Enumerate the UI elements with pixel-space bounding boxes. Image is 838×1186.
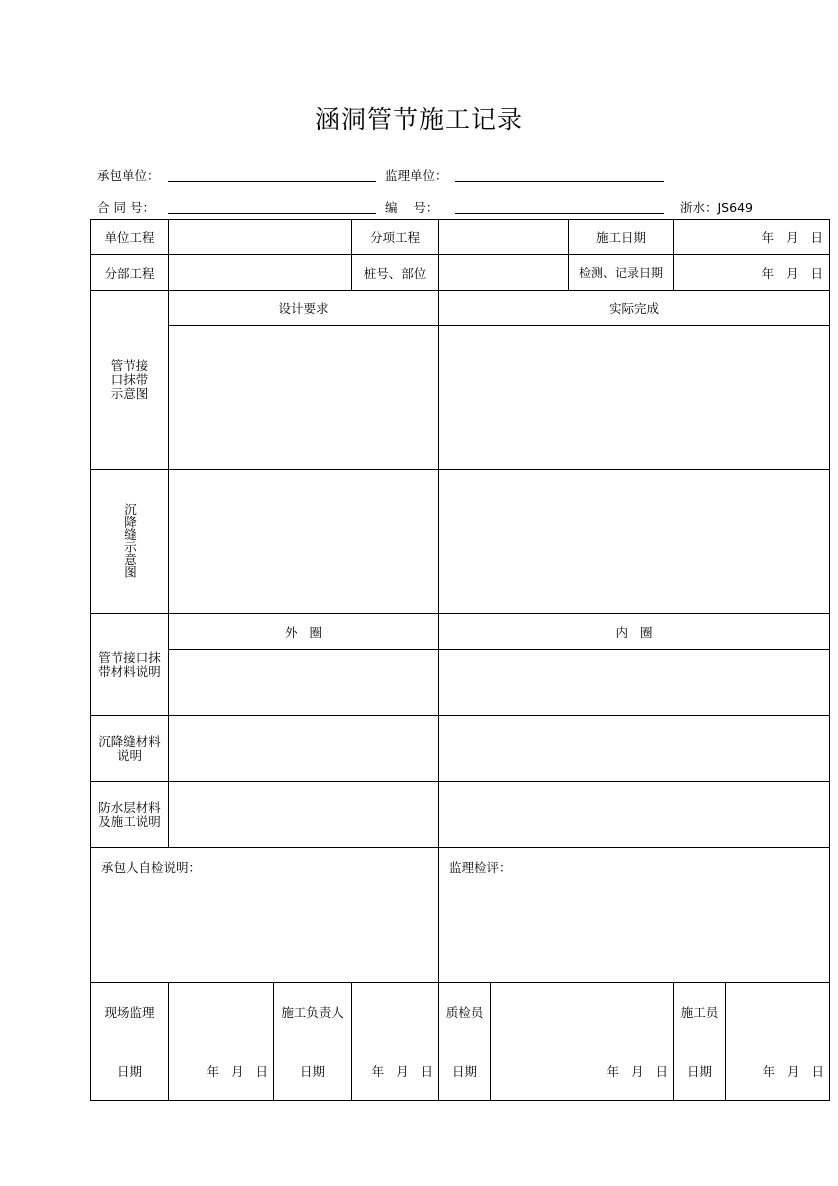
contractor-field[interactable] [168,181,376,182]
site-supervisor-cell [91,983,169,1101]
serial-no-field[interactable] [455,213,664,214]
joint-diagram-actual-area[interactable] [439,326,830,470]
actual-completion-header: 实际完成 [439,291,830,326]
division-project-value[interactable] [169,255,352,291]
inspection-date-label: 检测、记录日期 [569,255,674,291]
construction-leader-cell [274,983,352,1101]
joint-material-outer[interactable] [169,650,439,716]
waterproof-inner[interactable] [439,782,830,848]
joint-material-line-2: 带材料说明 [98,663,161,679]
constructor-sign[interactable] [726,983,830,1101]
waterproof-label [91,782,169,848]
contractor-self-check[interactable]: 承包人自检说明： [91,848,439,983]
settlement-material-line-2: 说明 [116,747,142,763]
quality-inspector-label: 质检员 [445,1005,484,1020]
site-supervisor-date-label: 日期 [116,1064,142,1079]
construction-leader-date: 年 月 日 [371,1064,433,1079]
unit-project-value[interactable] [169,220,352,255]
waterproof-line-2: 及施工说明 [98,813,161,829]
joint-diagram-line-2: 口抹带 [110,372,149,387]
quality-inspector-cell [439,983,491,1101]
joint-diagram-label [91,291,169,470]
settlement-diagram-label: 沉降缝示意图 [91,470,169,614]
contract-no-label: 合 同 号： [97,200,155,215]
constructor-label: 施工员 [680,1005,719,1020]
waterproof-outer[interactable] [169,782,439,848]
joint-diagram-line-3: 示意图 [110,386,149,401]
supervisor-label: 监理单位： [385,168,448,183]
settlement-material-inner[interactable] [439,716,830,782]
site-supervisor-sign[interactable] [169,983,274,1101]
form-code: 浙水：JS649 [680,200,753,215]
quality-inspector-date-label: 日期 [451,1064,477,1079]
settlement-material-label [91,716,169,782]
settlement-diagram-design-area[interactable] [169,470,439,614]
station-position-value[interactable] [439,255,569,291]
construction-leader-sign[interactable] [352,983,439,1101]
joint-diagram-design-area[interactable] [169,326,439,470]
contractor-label: 承包单位： [97,168,160,183]
constructor-cell [674,983,726,1101]
construction-date-value[interactable]: 年 月 日 [674,220,830,255]
site-supervisor-date: 年 月 日 [206,1064,268,1079]
construction-leader-date-label: 日期 [299,1064,325,1079]
serial-no-label: 编 号： [385,200,439,215]
joint-material-label [91,614,169,716]
outer-ring-header: 外 圈 [169,614,439,650]
sub-item-project-value[interactable] [439,220,569,255]
supervisor-field[interactable] [455,181,664,182]
inner-ring-header: 内 圈 [439,614,830,650]
joint-material-inner[interactable] [439,650,830,716]
page-title: 涵洞管节施工记录 [314,105,523,134]
joint-material-line-1: 管节接口抹 [98,649,161,665]
constructor-date: 年 月 日 [762,1064,824,1079]
inspection-date-value[interactable]: 年 月 日 [674,255,830,291]
record-table [90,219,830,1101]
quality-inspector-sign[interactable] [491,983,674,1101]
settlement-material-outer[interactable] [169,716,439,782]
quality-inspector-date: 年 月 日 [606,1064,668,1079]
sub-item-project-label: 分项工程 [352,220,439,255]
constructor-date-label: 日期 [686,1064,712,1079]
unit-project-label: 单位工程 [91,220,169,255]
division-project-label: 分部工程 [91,255,169,291]
station-position-label: 桩号、部位 [352,255,439,291]
supervisor-review[interactable]: 监理检评： [439,848,830,983]
site-supervisor-label: 现场监理 [104,1005,155,1020]
contract-no-field[interactable] [168,213,376,214]
design-requirement-header: 设计要求 [169,291,439,326]
waterproof-line-1: 防水层材料 [98,799,161,815]
joint-diagram-line-1: 管节接 [110,358,149,373]
construction-date-label: 施工日期 [569,220,674,255]
settlement-material-line-1: 沉降缝材料 [98,733,161,749]
construction-leader-label: 施工负责人 [281,1005,344,1020]
settlement-diagram-actual-area[interactable] [439,470,830,614]
